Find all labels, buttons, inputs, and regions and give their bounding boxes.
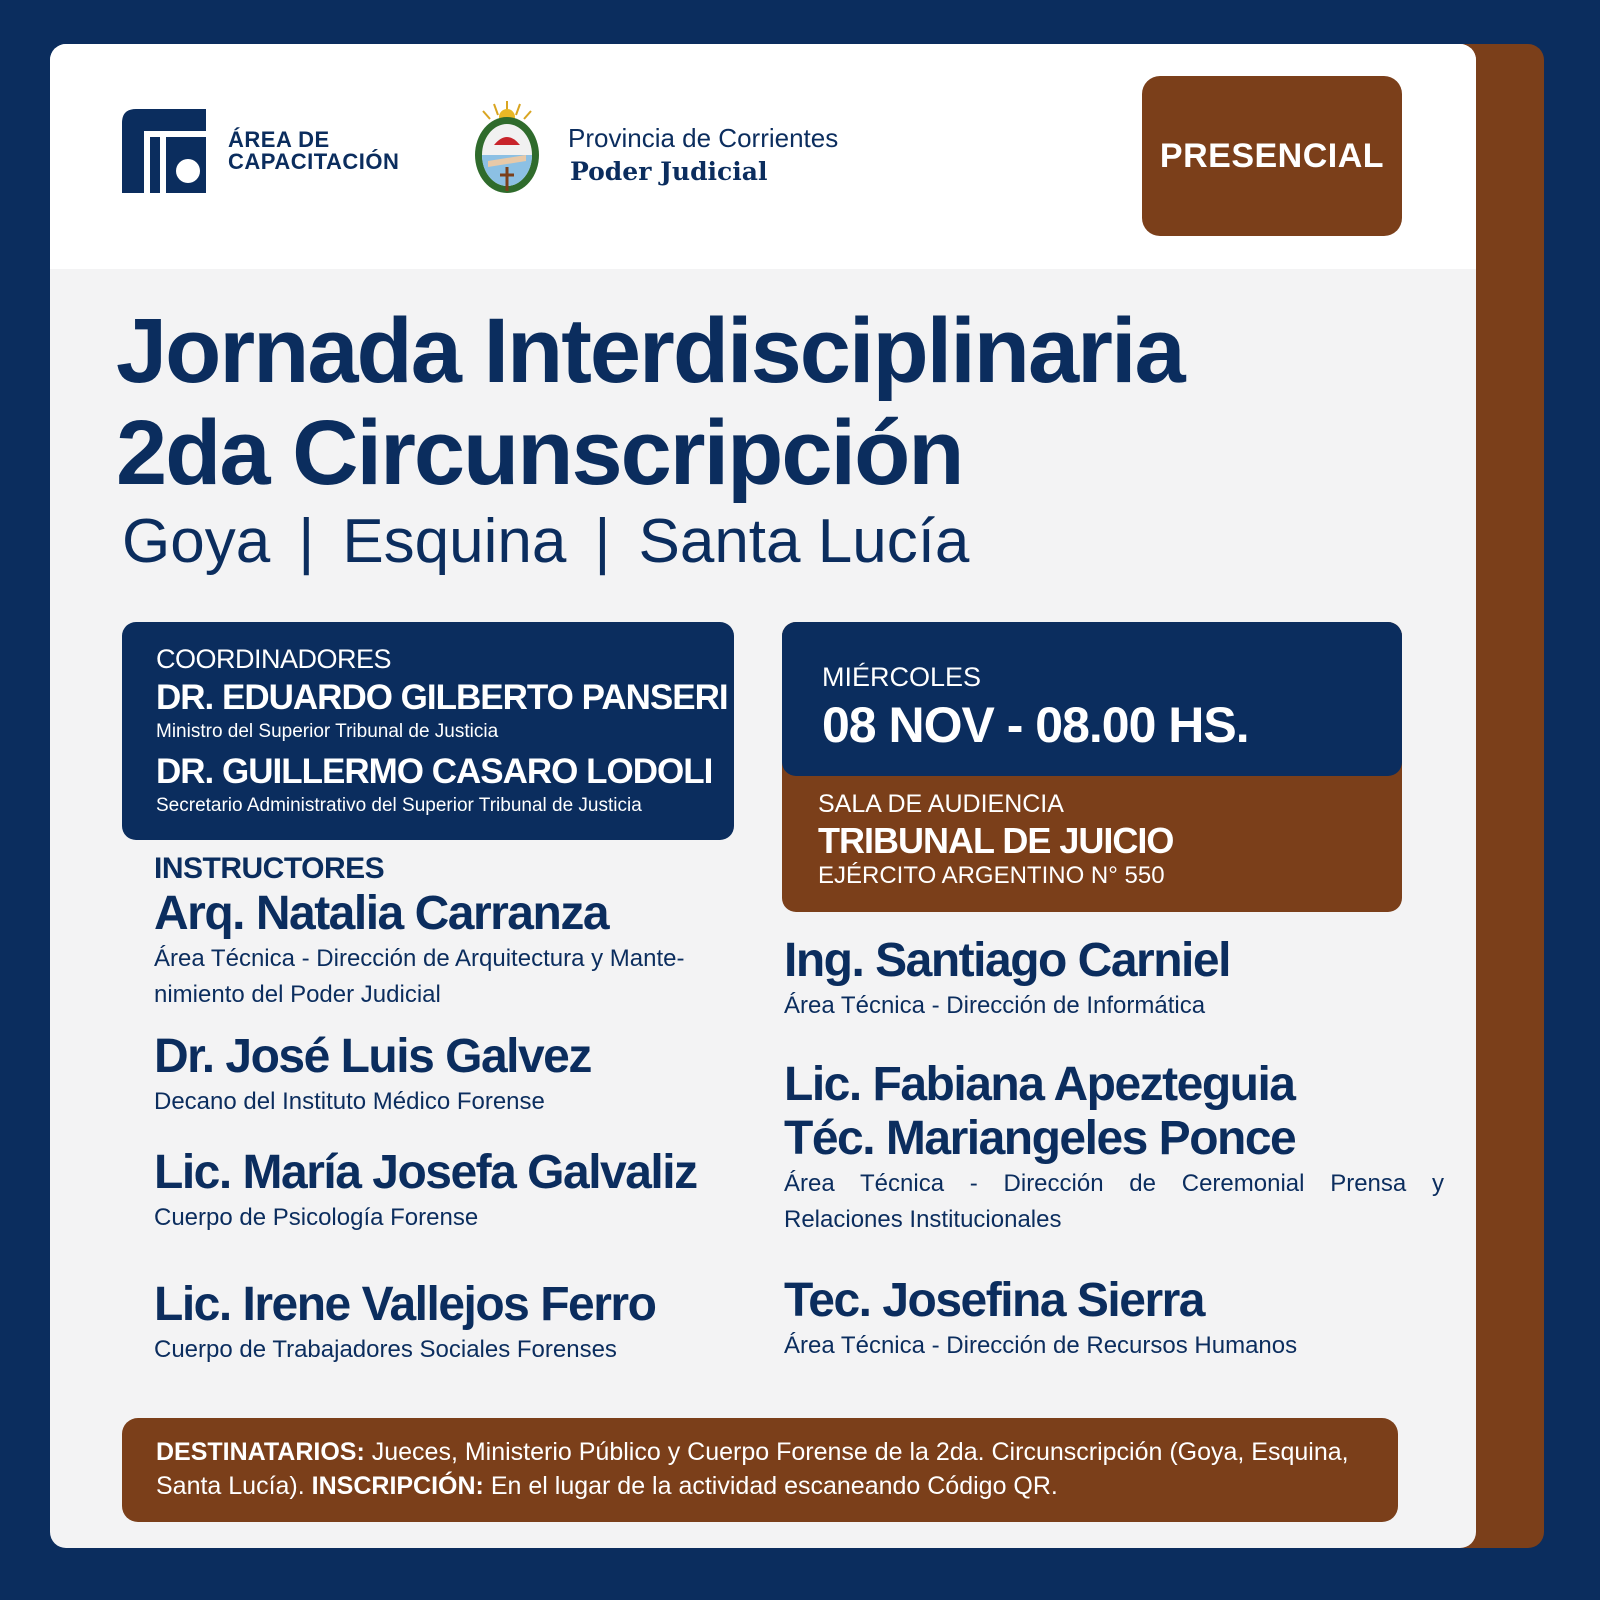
header xyxy=(50,44,1476,269)
city-separator: | xyxy=(594,507,611,576)
footer-text xyxy=(156,1435,1366,1503)
instructor-name: Lic. Irene Vallejos Ferro xyxy=(154,1278,656,1331)
provincial-seal-icon xyxy=(470,99,544,203)
coordinator-name: DR. GUILLERMO CASARO LODOLI xyxy=(156,752,713,791)
instructor-role: Relaciones Institucionales xyxy=(784,1206,1062,1233)
city-separator: | xyxy=(298,507,315,576)
instructor-name: Lic. Fabiana Apezteguia xyxy=(784,1058,1295,1111)
registration-text: En el lugar de la actividad escaneando Código QR. xyxy=(483,1472,1058,1500)
coordinators-box xyxy=(122,622,734,840)
coordinators-label: COORDINADORES xyxy=(156,644,392,674)
instructors-label: INSTRUCTORES xyxy=(154,852,385,885)
instructor-name: Téc. Mariangeles Ponce xyxy=(784,1112,1296,1165)
instructor-role: Decano del Instituto Médico Forense xyxy=(154,1088,545,1115)
coordinator-role: Ministro del Superior Tribunal de Justicia xyxy=(156,721,499,742)
venue-address: EJÉRCITO ARGENTINO N° 550 xyxy=(818,862,1165,889)
instructor xyxy=(784,1274,1297,1364)
venue-label: SALA DE AUDIENCIA xyxy=(818,790,1064,818)
city-3: Santa Lucía xyxy=(638,507,970,576)
weekday: MIÉRCOLES xyxy=(822,662,982,692)
venue-name: TRIBUNAL DE JUICIO xyxy=(818,820,1174,861)
instructor-role: nimiento del Poder Judicial xyxy=(154,981,441,1008)
instructor-role: Área Técnica - Dirección de Informática xyxy=(784,992,1206,1019)
event-title-line1: Jornada Interdisciplinaria xyxy=(116,300,1184,402)
area-capacitacion-logo xyxy=(122,109,422,199)
instructor xyxy=(154,887,684,1013)
instructor-name: Ing. Santiago Carniel xyxy=(784,934,1230,987)
flyer-card xyxy=(50,44,1476,1548)
coordinator-name: DR. EDUARDO GILBERTO PANSERI xyxy=(156,678,728,717)
instructor xyxy=(784,1058,1444,1238)
instructor-name: Arq. Natalia Carranza xyxy=(154,887,609,940)
instructor-role: Área Técnica - Dirección de Recursos Humanos xyxy=(784,1332,1298,1359)
province-name: Provincia de Corrientes xyxy=(568,123,839,153)
area-capacitacion-logo-icon xyxy=(122,109,206,193)
instructor-name: Dr. José Luis Galvez xyxy=(154,1030,591,1083)
logo-text-line1: ÁREA DE xyxy=(228,127,330,152)
institution-name: Poder Judicial xyxy=(570,157,768,186)
logo-text-line2: CAPACITACIÓN xyxy=(228,149,400,174)
event-title xyxy=(116,300,1184,504)
instructor xyxy=(784,934,1230,1024)
registration-label: INSCRIPCIÓN: xyxy=(311,1472,484,1500)
instructor-name: Lic. María Josefa Galvaliz xyxy=(154,1146,697,1199)
instructor xyxy=(154,1278,655,1368)
city-1: Goya xyxy=(122,507,271,576)
instructor-role: Cuerpo de Psicología Forense xyxy=(154,1204,479,1231)
instructor-role: Cuerpo de Trabajadores Sociales Forenses xyxy=(154,1336,617,1363)
date-box xyxy=(782,622,1402,776)
instructor-role: Área Técnica - Dirección de Ceremonial Prensa y xyxy=(784,1170,1444,1197)
city-2: Esquina xyxy=(342,507,567,576)
instructor xyxy=(154,1146,697,1236)
coordinator-role: Secretario Administrativo del Superior Tribunal de Justicia xyxy=(156,795,642,816)
event-cities xyxy=(122,506,969,577)
date-time: 08 NOV - 08.00 HS. xyxy=(822,697,1249,753)
recipients-text: Jueces, Ministerio Público y Cuerpo Forense de la 2da. Circunscripción (Goya, Esquina, Santa Lucía). xyxy=(156,1438,1349,1500)
instructor xyxy=(154,1030,591,1120)
instructor-role: Área Técnica - Dirección de Arquitectura y Mante- xyxy=(154,945,685,972)
event-title-line2: 2da Circunscripción xyxy=(116,402,963,504)
footer-info-box xyxy=(122,1418,1398,1522)
instructor-name: Tec. Josefina Sierra xyxy=(784,1274,1204,1327)
recipients-label: DESTINATARIOS: xyxy=(156,1438,365,1466)
modality-badge: PRESENCIAL xyxy=(1142,76,1402,236)
